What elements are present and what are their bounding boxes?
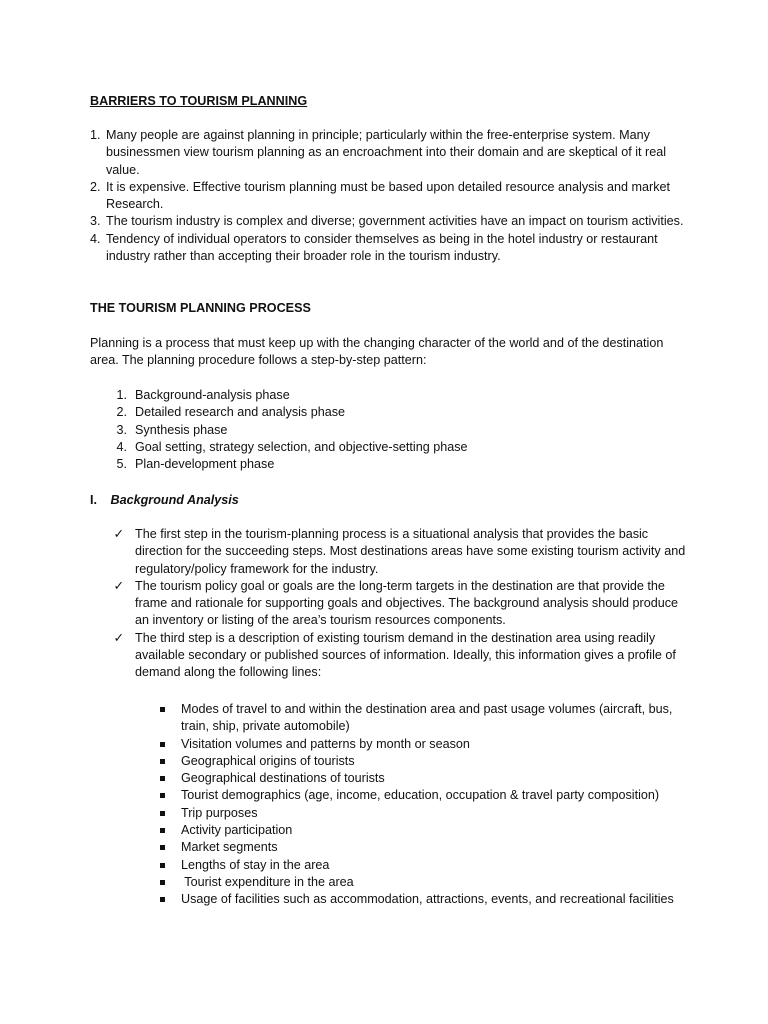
check-text: The first step in the tourism-planning process is a situational analysis that provides the basic direction for the succeeding steps. Most destinations areas have some existing tourism activity and regulatory/policy framework for the industry. (135, 527, 686, 576)
barriers-heading: BARRIERS TO TOURISM PLANNING (90, 94, 308, 108)
bullet-item (90, 839, 690, 856)
step-number: 1. (116, 388, 127, 402)
bullet-text: Tourist demographics (age, income, education, occupation & travel party composition) (181, 788, 660, 803)
item-number: 1. (90, 128, 101, 142)
square-bullet-icon (90, 770, 181, 787)
bullet-text: Trip purposes (181, 805, 258, 820)
item-text: It is expensive. Effective tourism planning must be based upon detailed resource analysis and market Research. (106, 179, 671, 212)
bullet-item (90, 822, 690, 839)
item-number: 4. (90, 231, 101, 246)
item-text: Tendency of individual operators to consider themselves as being in the hotel industry or restaurant industry rather than accepting their broader role in the tourism industry. (106, 231, 658, 264)
step-number: 2. (116, 405, 127, 420)
square-bullet-icon (90, 822, 181, 839)
bullet-item (90, 753, 690, 770)
section-title: Background Analysis (110, 493, 239, 507)
section-heading (90, 492, 690, 509)
square-bullet-icon (90, 753, 181, 770)
item-text: The tourism industry is complex and diverse; government activities have an impact on tourism activities. (106, 214, 684, 229)
step-text: Background-analysis phase (135, 388, 290, 402)
square-bullet-icon (90, 736, 181, 753)
demand-bullet-list (90, 701, 690, 909)
square-bullet-icon (90, 805, 181, 822)
checkmark-icon: ✓ (113, 578, 124, 593)
bullet-item (90, 857, 690, 874)
step-number: 4. (116, 439, 127, 454)
checkmark-icon: ✓ (113, 630, 124, 645)
bullet-text: Market segments (181, 840, 278, 855)
list-item (90, 387, 690, 404)
bullet-text: Geographical origins of tourists (181, 753, 355, 768)
bullet-item (90, 770, 690, 787)
bullet-item (90, 787, 690, 804)
item-number: 3. (90, 214, 101, 229)
list-item (90, 422, 690, 439)
list-item (90, 127, 690, 179)
checklist (90, 526, 690, 682)
step-number: 3. (116, 422, 127, 437)
square-bullet-icon (90, 874, 181, 891)
process-intro: Planning is a process that must keep up with the changing character of the world and of the destination area. The planning procedure follows a step-by-step pattern: (90, 336, 664, 368)
bullet-item (90, 874, 690, 891)
bullet-text: Activity participation (181, 823, 293, 838)
list-item (90, 404, 690, 421)
bullet-item (90, 736, 690, 753)
square-bullet-icon (90, 839, 181, 856)
square-bullet-icon (90, 857, 181, 874)
step-text: Detailed research and analysis phase (135, 405, 346, 420)
bullet-text: Lengths of stay in the area (181, 857, 330, 872)
bullet-text: Visitation volumes and patterns by month or season (181, 736, 470, 751)
checkmark-icon: ✓ (113, 527, 124, 541)
step-number: 5. (116, 457, 127, 472)
process-heading: THE TOURISM PLANNING PROCESS (90, 301, 311, 315)
section-number: I. (90, 493, 97, 507)
list-item (90, 231, 690, 266)
step-text: Synthesis phase (135, 422, 228, 437)
bullet-text: Tourist expenditure in the area (181, 874, 354, 889)
list-item (90, 439, 690, 456)
list-item (90, 456, 690, 473)
bullet-text: Usage of facilities such as accommodation, attractions, events, and recreational facilities (181, 892, 674, 907)
bullet-item (90, 805, 690, 822)
steps-list (90, 387, 690, 473)
step-text: Goal setting, strategy selection, and objective-setting phase (135, 439, 468, 454)
step-text: Plan-development phase (135, 457, 275, 472)
check-item (90, 578, 690, 630)
bullet-item (90, 891, 690, 908)
square-bullet-icon (90, 891, 181, 908)
list-item (90, 213, 690, 230)
list-item (90, 179, 690, 214)
check-item (90, 630, 690, 682)
bullet-text: Geographical destinations of tourists (181, 771, 385, 786)
bullet-text: Modes of travel to and within the destination area and past usage volumes (aircraft, bus, train, ship, private automobile) (181, 702, 673, 734)
check-item (90, 526, 690, 578)
item-number: 2. (90, 179, 101, 194)
barriers-list (90, 127, 690, 265)
check-text: The tourism policy goal or goals are the long-term targets in the destination are that provide the frame and rationale for supporting goals and objectives. The background analysis should produce an inventory or listing of the area’s tourism resources components. (135, 578, 679, 628)
square-bullet-icon (90, 787, 181, 804)
item-text: Many people are against planning in principle; particularly within the free-enterprise system. Many businessmen view tourism planning as an encroachment into their domain and are skeptical of it real value. (106, 128, 667, 177)
square-bullet-icon (90, 701, 181, 736)
bullet-item (90, 701, 690, 736)
check-text: The third step is a description of existing tourism demand in the destination area using readily available secondary or published sources of information. Ideally, this information gives a profile of demand along the following lines: (135, 630, 676, 680)
